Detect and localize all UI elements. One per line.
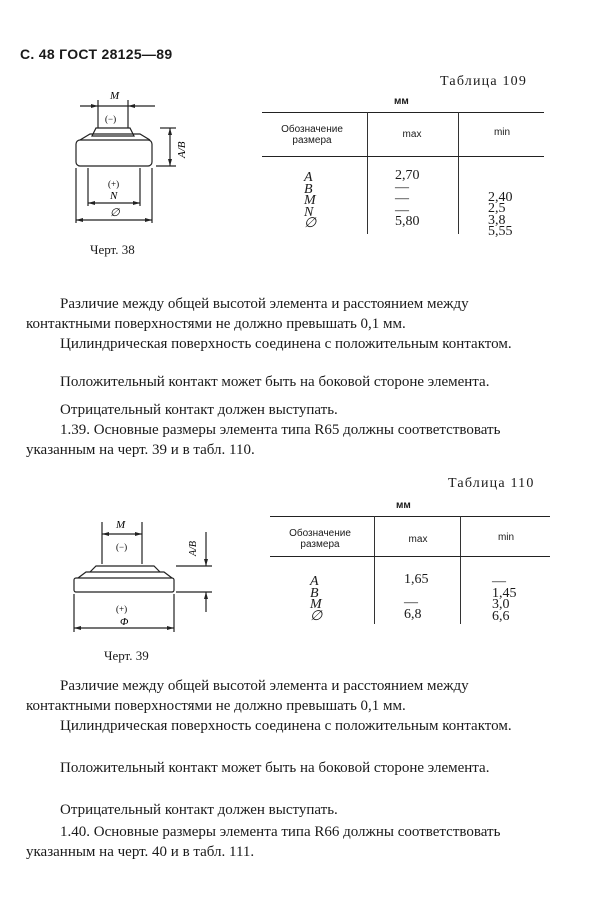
table-109-top-rule [262, 112, 544, 113]
table-cell-max: — [404, 595, 418, 610]
paragraph-negative-contact-1 [26, 400, 546, 420]
table-cell-max: 1,65 [404, 572, 429, 587]
table-row-sym: M [310, 597, 322, 612]
table-109-max-column [395, 170, 420, 228]
fig39-label-plus: (+) [116, 604, 128, 614]
table-cell-max: — [395, 179, 409, 195]
table-row-sym: A [310, 574, 319, 589]
fig38-label-minus: (−) [105, 114, 117, 124]
table-109-header-max: max [402, 129, 422, 140]
table-cell-min: 5,55 [488, 224, 513, 239]
fig39-label-ab: A/B [188, 541, 199, 556]
table-110-sym-column [310, 576, 322, 622]
fig38-label-plus: (+) [108, 179, 120, 189]
table-109-units: мм [394, 96, 409, 107]
paragraph-text: Положительный контакт может быть на боковой стороне элемента. [60, 374, 490, 390]
table-row-sym: B [310, 585, 319, 601]
page-header: С. 48 ГОСТ 28125—89 [20, 46, 173, 62]
table-cell-min: 2,5 [488, 201, 506, 216]
table-110-title: Таблица 110 [448, 476, 535, 491]
table-row-sym: N [304, 204, 314, 220]
paragraph-text: Цилиндрическая поверхность соединена с положительным контактом. [60, 336, 512, 352]
table-row-sym: A [304, 170, 313, 185]
table-109-min-column [488, 180, 513, 238]
table-row-sym: ∅ [310, 608, 323, 624]
figure-38-drawing [60, 88, 200, 233]
table-110-header-rule [270, 556, 550, 557]
table-cell-min: 3,0 [492, 597, 510, 612]
table-110-col-divider-1 [374, 516, 375, 624]
table-109-header-rule [262, 156, 544, 157]
paragraph-text: Различие между общей высотой элемента и расстоянием между контактными поверхностями не должно превышать 0,1 мм. [26, 678, 469, 714]
table-cell-min: 3,8 [488, 212, 506, 228]
table-cell-min: 1,45 [492, 585, 517, 601]
paragraph-text: 1.39. Основные размеры элемента типа R65 должны соответствовать указанным на черт. 39 и в табл. 110. [26, 422, 501, 458]
table-110-header-min: min [497, 532, 515, 543]
table-cell-min: 2,40 [488, 189, 513, 205]
fig38-label-diam: ∅ [110, 207, 120, 219]
table-110-header-designation: Обозначение размера [289, 528, 351, 550]
table-110-header-max: max [408, 534, 428, 545]
table-cell-min: — [492, 574, 506, 589]
table-cell-max: 5,80 [395, 214, 420, 229]
table-cell-max: 6,8 [404, 606, 422, 622]
table-110-max-column [404, 574, 429, 620]
table-109-col-divider-2 [458, 112, 459, 234]
fig38-label-n: N [110, 190, 118, 202]
table-109 [262, 92, 544, 242]
table-row-sym: ∅ [304, 216, 317, 231]
table-cell-max: — [395, 191, 409, 206]
table-row-sym: M [304, 193, 316, 208]
table-cell-max: 2,70 [395, 168, 420, 183]
fig38-label-m: M [110, 90, 120, 102]
table-109-title: Таблица 109 [440, 74, 528, 89]
figure-39-drawing [64, 512, 224, 642]
paragraph-cylinder-1 [26, 334, 546, 354]
paragraph-text: Цилиндрическая поверхность соединена с положительным контактом. [60, 718, 512, 734]
table-109-sym-column [304, 172, 316, 230]
table-110-top-rule [270, 516, 550, 517]
paragraph-text: Положительный контакт может быть на боковой стороне элемента. [60, 760, 490, 776]
paragraph-positive-contact-2 [26, 758, 550, 778]
table-cell-min: 6,6 [492, 608, 510, 624]
paragraph-height-tolerance-1 [26, 294, 546, 334]
table-110-col-divider-2 [460, 516, 461, 624]
table-109-header-min: min [493, 127, 511, 138]
fig39-label-m: M [116, 519, 126, 531]
table-110-units: мм [396, 500, 411, 511]
figure-38-caption: Черт. 38 [90, 242, 135, 257]
paragraph-text: Отрицательный контакт должен выступать. [60, 802, 338, 818]
paragraph-negative-contact-2 [26, 800, 550, 820]
paragraph-clause-1-40 [26, 822, 550, 862]
paragraph-text: Различие между общей высотой элемента и расстоянием между контактными поверхностями не должно превышать 0,1 мм. [26, 296, 469, 332]
paragraph-height-tolerance-2 [26, 676, 550, 716]
table-109-col-divider-1 [367, 112, 368, 234]
paragraph-text: 1.40. Основные размеры элемента типа R66 должны соответствовать указанным на черт. 40 и в табл. 111. [26, 824, 501, 860]
fig39-label-diam: Φ [120, 616, 129, 628]
table-110 [270, 494, 550, 634]
table-110-min-column [492, 576, 517, 622]
table-row-sym: B [304, 181, 313, 197]
paragraph-clause-1-39 [26, 420, 546, 460]
paragraph-positive-contact-1 [26, 372, 546, 392]
figure-39-caption: Черт. 39 [104, 648, 149, 663]
paragraph-text: Отрицательный контакт должен выступать. [60, 402, 338, 418]
fig39-label-minus: (−) [116, 542, 128, 552]
fig38-label-ab: A/B [176, 141, 188, 158]
table-109-header-designation: Обозначение размера [281, 124, 343, 146]
paragraph-cylinder-2 [26, 716, 550, 736]
table-cell-max: — [395, 202, 409, 218]
